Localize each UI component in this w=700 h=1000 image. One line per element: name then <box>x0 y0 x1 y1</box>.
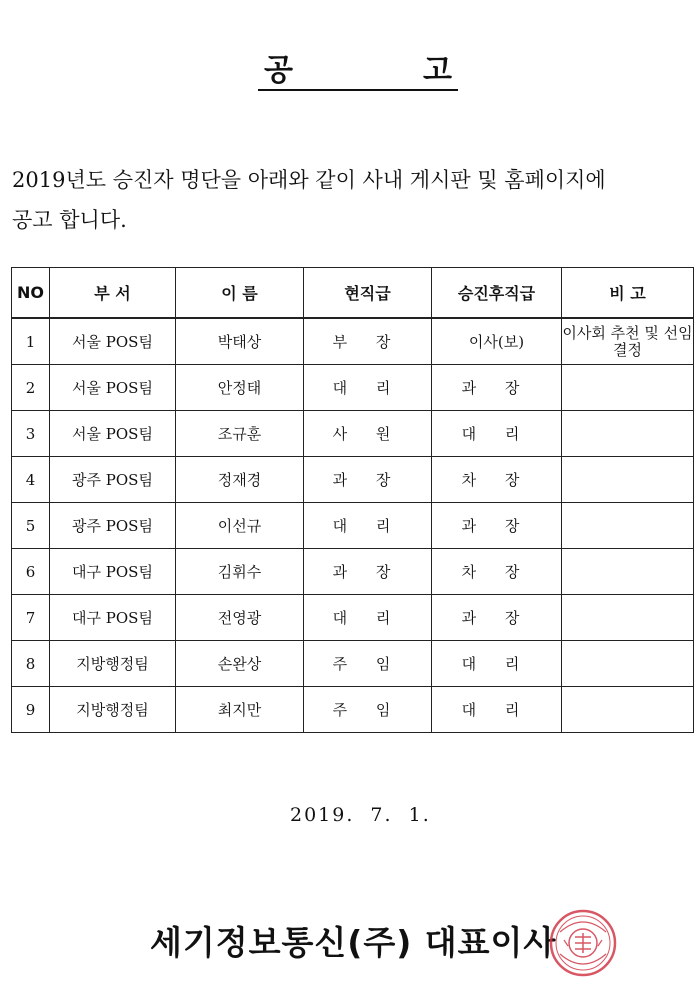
table-row <box>12 641 694 687</box>
cell-promoted-rank: 대 리 <box>432 411 562 457</box>
intro-line-1: 2019년도 승진자 명단을 아래와 같이 사내 게시판 및 홈페이지에 <box>12 168 606 192</box>
table-row <box>12 457 694 503</box>
cell-no: 4 <box>12 457 50 503</box>
cell-promoted-rank: 대 리 <box>432 687 562 733</box>
cell-promoted-rank: 과 장 <box>432 503 562 549</box>
table-row <box>12 411 694 457</box>
cell-current-rank: 대 리 <box>304 595 432 641</box>
cell-current-rank: 대 리 <box>304 365 432 411</box>
table-row <box>12 549 694 595</box>
cell-promoted-rank: 차 장 <box>432 457 562 503</box>
cell-no: 6 <box>12 549 50 595</box>
title-char-left: 공 <box>264 53 293 88</box>
header-promoted-rank: 승진후직급 <box>432 268 562 319</box>
notice-date: 2019. 7. 1. <box>290 804 431 826</box>
company-signature: 세기정보통신(주) 대표이사 <box>150 923 557 962</box>
cell-note: 이사회 추천 및 선임 결정 <box>562 318 694 365</box>
cell-note <box>562 365 694 411</box>
cell-no: 1 <box>12 318 50 365</box>
cell-note <box>562 503 694 549</box>
cell-name: 최지만 <box>176 687 304 733</box>
header-dept: 부 서 <box>50 268 176 319</box>
cell-no: 2 <box>12 365 50 411</box>
promotion-table <box>11 267 694 733</box>
cell-promoted-rank: 대 리 <box>432 641 562 687</box>
cell-current-rank: 부 장 <box>304 318 432 365</box>
cell-dept: 대구 POS팀 <box>50 595 176 641</box>
cell-no: 5 <box>12 503 50 549</box>
title-char-right: 고 <box>423 53 452 88</box>
cell-promoted-rank: 과 장 <box>432 365 562 411</box>
cell-current-rank: 과 장 <box>304 457 432 503</box>
cell-dept: 서울 POS팀 <box>50 411 176 457</box>
cell-dept: 서울 POS팀 <box>50 365 176 411</box>
cell-note <box>562 457 694 503</box>
header-no: NO <box>12 268 50 319</box>
table-row <box>12 365 694 411</box>
header-name: 이 름 <box>176 268 304 319</box>
table-header-row <box>12 268 694 319</box>
cell-dept: 광주 POS팀 <box>50 503 176 549</box>
cell-promoted-rank: 과 장 <box>432 595 562 641</box>
table-row <box>12 687 694 733</box>
cell-note <box>562 641 694 687</box>
cell-promoted-rank: 차 장 <box>432 549 562 595</box>
table-row <box>12 318 694 365</box>
cell-dept: 대구 POS팀 <box>50 549 176 595</box>
cell-name: 손완상 <box>176 641 304 687</box>
cell-current-rank: 주 임 <box>304 641 432 687</box>
header-note: 비 고 <box>562 268 694 319</box>
table-row <box>12 595 694 641</box>
cell-current-rank: 대 리 <box>304 503 432 549</box>
cell-name: 안정태 <box>176 365 304 411</box>
cell-note <box>562 687 694 733</box>
cell-name: 박태상 <box>176 318 304 365</box>
cell-current-rank: 과 장 <box>304 549 432 595</box>
cell-no: 3 <box>12 411 50 457</box>
cell-name: 김휘수 <box>176 549 304 595</box>
cell-dept: 지방행정팀 <box>50 687 176 733</box>
cell-note <box>562 595 694 641</box>
cell-dept: 서울 POS팀 <box>50 318 176 365</box>
cell-dept: 지방행정팀 <box>50 641 176 687</box>
notice-title <box>258 55 458 91</box>
company-seal-stamp-icon <box>548 908 618 978</box>
intro-paragraph <box>12 160 692 240</box>
intro-line-2: 공고 합니다. <box>12 208 127 232</box>
cell-name: 전영광 <box>176 595 304 641</box>
cell-name: 이선규 <box>176 503 304 549</box>
cell-note <box>562 411 694 457</box>
cell-current-rank: 주 임 <box>304 687 432 733</box>
header-current-rank: 현직급 <box>304 268 432 319</box>
cell-name: 정재경 <box>176 457 304 503</box>
cell-current-rank: 사 원 <box>304 411 432 457</box>
cell-promoted-rank: 이사(보) <box>432 318 562 365</box>
cell-dept: 광주 POS팀 <box>50 457 176 503</box>
table-row <box>12 503 694 549</box>
cell-note <box>562 549 694 595</box>
cell-name: 조규훈 <box>176 411 304 457</box>
cell-no: 8 <box>12 641 50 687</box>
cell-no: 7 <box>12 595 50 641</box>
cell-no: 9 <box>12 687 50 733</box>
